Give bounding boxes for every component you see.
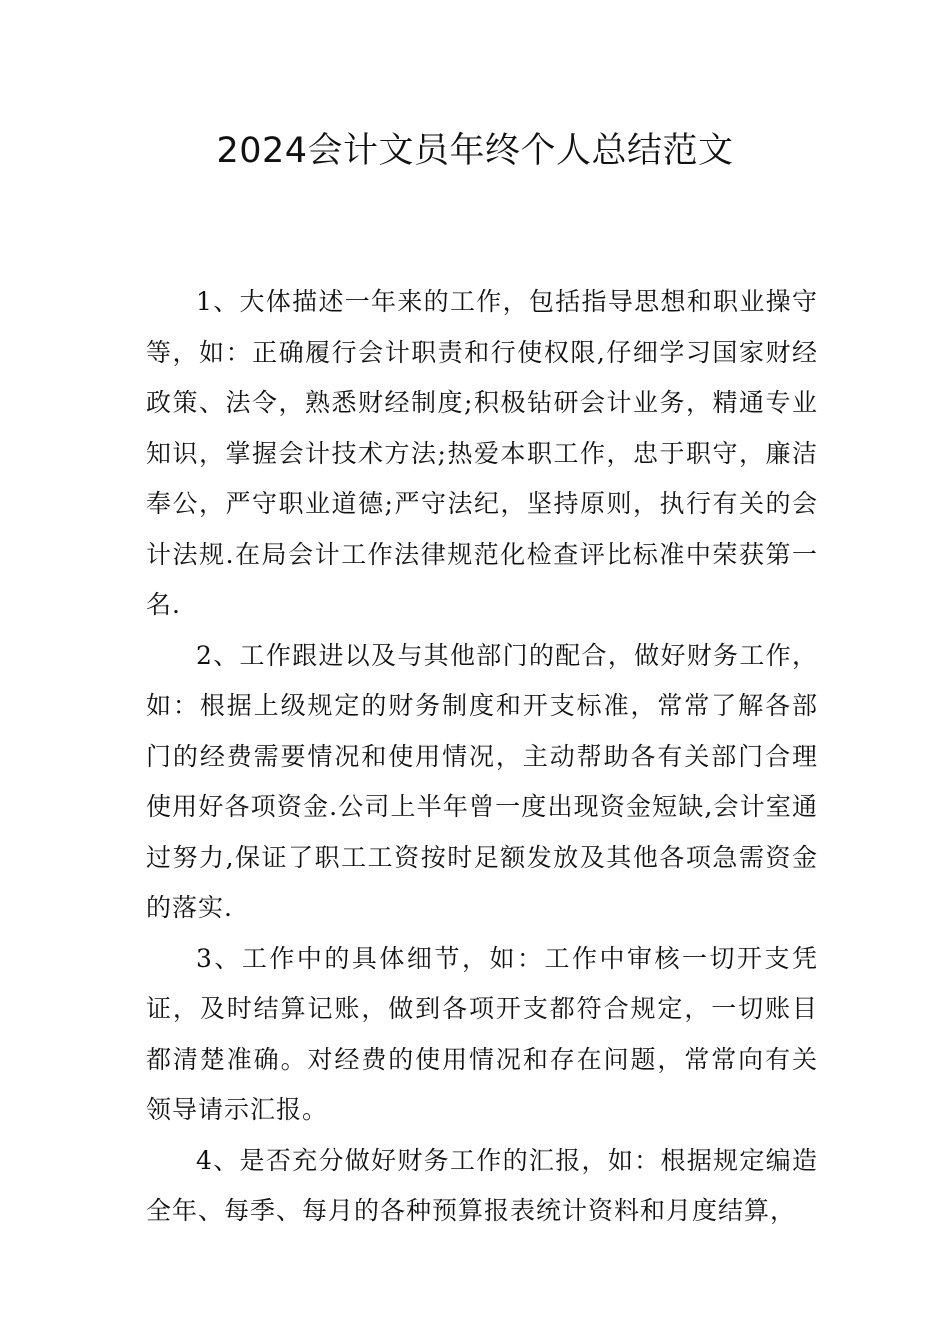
paragraph-3: 3、工作中的具体细节，如：工作中审核一切开支凭证，及时结算记账，做到各项开支都符合规定，一切账目都清楚准确。对经费的使用情况和存在问题，常常向有关领导请示汇报。 bbox=[146, 943, 818, 1124]
paragraph-1: 1、大体描述一年来的工作，包括指导思想和职业操守等，如：正确履行会计职责和行使权限,仔细学习国家财经政策、法令，熟悉财经制度;积极钻研会计业务，精通专业知识，掌握会计技术方法;热爱本职工作，忠于职守，廉洁奉公，严守职业道德;严守法纪，坚持原则，执行有关的会计法规.在局会计工作法律规范化检查评比标准中荣获第一名. bbox=[146, 287, 818, 619]
document-body bbox=[146, 277, 818, 1237]
paragraph-2: 2、工作跟进以及与其他部门的配合，做好财务工作，如：根据上级规定的财务制度和开支标准，常常了解各部门的经费需要情况和使用情况，主动帮助各有关部门合理使用好各项资金.公司上半年曾一度出现资金短缺,会计室通过努力,保证了职工工资按时足额发放及其他各项急需资金的落实. bbox=[146, 640, 818, 922]
paragraph-4: 4、是否充分做好财务工作的汇报，如：根据规定编造全年、每季、每月的各种预算报表统计资料和月度结算， bbox=[146, 1145, 818, 1225]
document-title: 2024会计文员年终个人总结范文 bbox=[216, 131, 734, 171]
